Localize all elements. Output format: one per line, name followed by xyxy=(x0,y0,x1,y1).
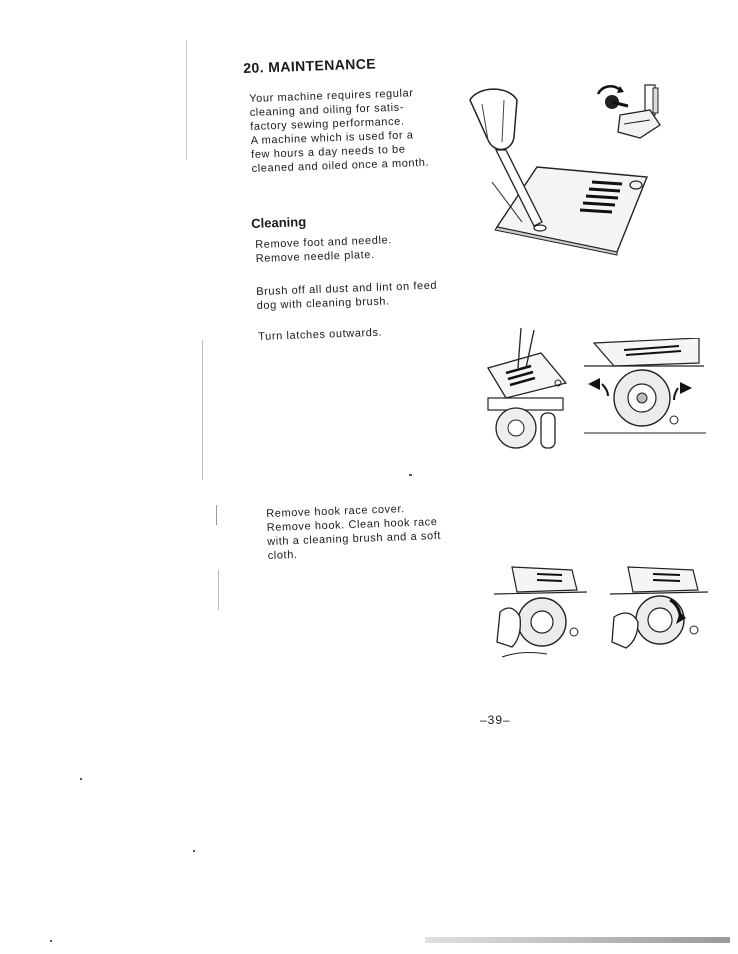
scan-speck xyxy=(80,778,82,780)
remove-hook-race-cover-illustration xyxy=(492,562,587,662)
intro-line: Your machine requires regular xyxy=(249,87,414,105)
scan-margin-line xyxy=(216,505,217,525)
intro-line: factory sewing performance. xyxy=(250,115,405,133)
scan-margin-line xyxy=(202,340,203,480)
section-title: 20. MAINTENANCE xyxy=(243,55,377,76)
step-line: dog with cleaning brush. xyxy=(256,295,390,312)
cleaning-step-4 xyxy=(266,501,442,563)
cleaning-step-1 xyxy=(255,233,393,266)
step-line: Turn latches outwards. xyxy=(258,326,383,343)
cleaning-heading: Cleaning xyxy=(251,214,307,231)
cleaning-step-2 xyxy=(256,279,438,313)
step-line: cloth. xyxy=(267,548,298,562)
scan-speck xyxy=(409,474,412,476)
step-line: Remove needle plate. xyxy=(255,248,375,265)
scan-margin-line xyxy=(218,570,219,610)
step-line: Brush off all dust and lint on feed xyxy=(256,279,438,298)
turn-latches-illustration xyxy=(584,338,706,443)
scan-edge-bar xyxy=(425,937,730,943)
scan-speck xyxy=(50,940,52,942)
feed-dog-brush-illustration xyxy=(486,328,571,453)
page-number: –39– xyxy=(480,713,511,727)
remove-hook-illustration xyxy=(608,562,708,657)
scan-margin-line xyxy=(186,40,187,160)
intro-line: few hours a day needs to be xyxy=(250,143,406,161)
step-line: Remove hook race cover. xyxy=(266,503,405,520)
intro-line: cleaning and oiling for satis- xyxy=(249,101,405,119)
intro-line: cleaned and oiled once a month. xyxy=(251,156,430,175)
intro-line: A machine which is used for a xyxy=(250,129,414,147)
cleaning-step-3 xyxy=(258,326,382,344)
step-line: with a cleaning brush and a soft xyxy=(267,529,442,548)
presser-foot-removal-illustration xyxy=(590,80,670,145)
intro-paragraph xyxy=(249,86,429,176)
step-line: Remove hook. Clean hook race xyxy=(266,516,438,534)
step-line: Remove foot and needle. xyxy=(255,234,393,251)
scan-speck xyxy=(193,850,195,852)
